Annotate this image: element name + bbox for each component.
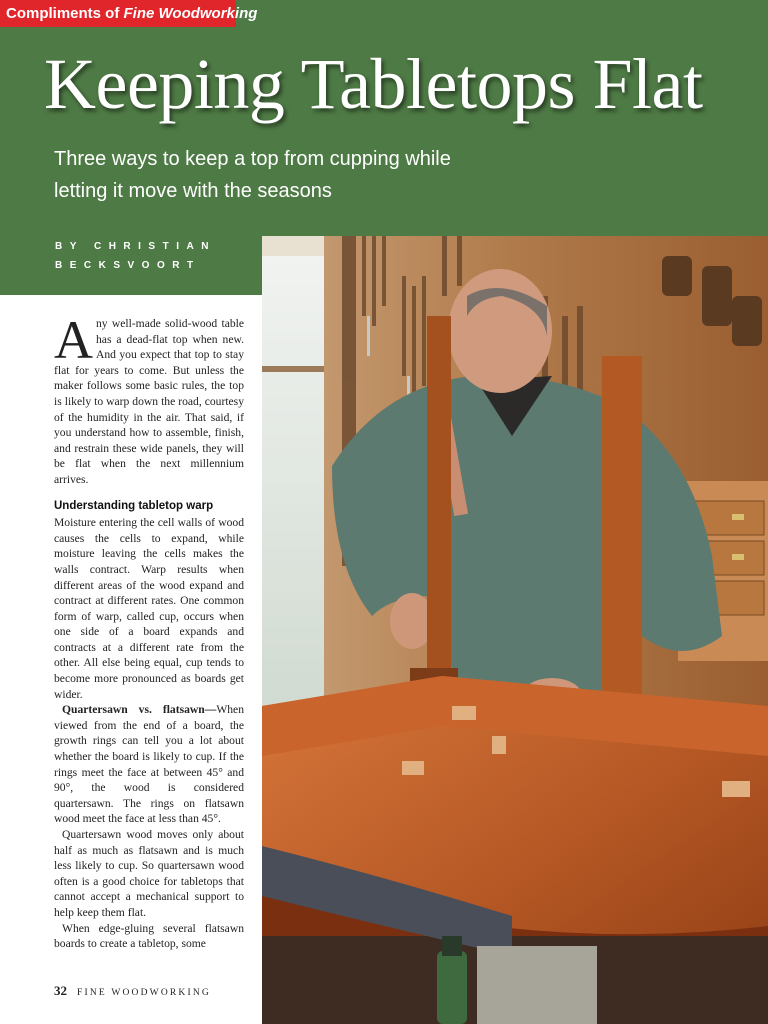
page-number: 32 [54, 983, 67, 998]
drop-cap: A [54, 310, 93, 370]
section-subhead: Understanding tabletop warp [54, 499, 214, 512]
intro-paragraph [54, 310, 244, 488]
paragraph-4: When edge-gluing several flatsawn boards to create a tabletop, some [54, 921, 244, 951]
magazine-name: FINE WOODWORKING [77, 988, 211, 998]
banner-brand: Fine Woodworking [123, 5, 258, 22]
intro-text: ny well-made solid-wood table has a dead-flat top when new. And you expect that top to stay flat for years to come. But unless the maker follows some basic rules, the top is likely to warp down the road, courtesy of the humidity in the air. That said, if you understand how to assemble, finish, and restrain these wide panels, they will be flat when the next millennium arrives. [54, 317, 244, 486]
folio [54, 982, 211, 1000]
compliments-banner [0, 0, 258, 27]
paragraph-2-text: When viewed from the end of a board, the growth rings can tell you a lot about whether the board is likely to cup. If the rings meet the face at between 45° and 90°, the wood is considered quartersawn. The rings on flatsawn wood meet the face at less than 45°. [54, 703, 244, 826]
article-title: Keeping Tabletops Flat [44, 44, 703, 124]
runin-head: Quartersawn vs. flatsawn— [62, 703, 217, 717]
paragraph-1: Moisture entering the cell walls of wood causes the cells to expand, while moisture leaving the cells makes the walls contract. Warp results when different areas of the wood expand and contract at different rates. One common form of warp, called cup, occurs when one side of a board expands and contracts at a different rate from the other. All else being equal, cup tends to become more pronounced as boards get wider. [54, 516, 244, 701]
banner-prefix: Compliments of [6, 5, 124, 22]
byline: BY CHRISTIAN BECKSVOORT [55, 241, 216, 271]
paragraph-2 [54, 702, 244, 827]
article-subtitle: Three ways to keep a top from cupping while letting it move with the seasons [54, 148, 451, 202]
workshop-photo [262, 236, 768, 1024]
paragraph-3: Quartersawn wood moves only about half as much as flatsawn and is much less likely to cup. So quartersawn wood often is a good choice for tabletops that cannot accept a mechanical support to help keep them flat. [54, 828, 244, 919]
article-body [54, 310, 244, 952]
